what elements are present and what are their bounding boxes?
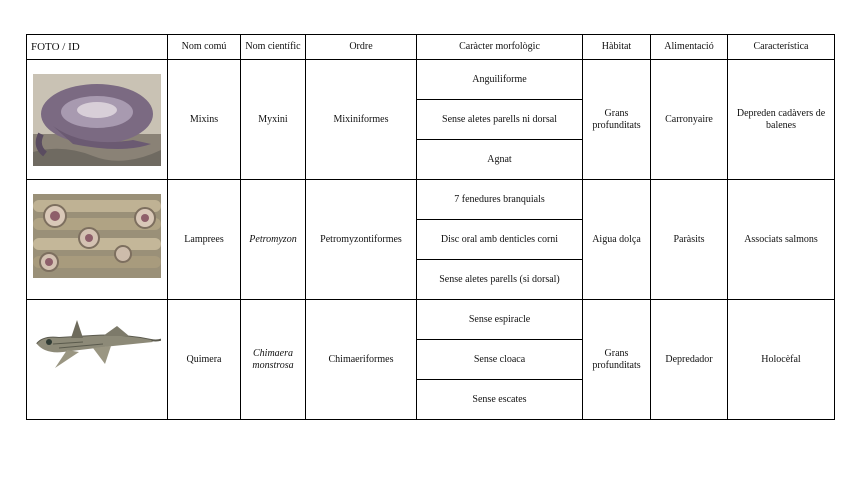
habitat-cell: Grans profunditats	[583, 60, 651, 180]
feature-cell: Depreden cadàvers de balenes	[728, 60, 835, 180]
order-cell: Chimaeriformes	[306, 300, 417, 420]
habitat-cell: Aigua dolça	[583, 180, 651, 300]
photo-cell	[27, 300, 168, 420]
trait-cell: Sense escates	[417, 380, 583, 420]
scientific-name-cell: Chimaera monstrosa	[241, 300, 306, 420]
diet-cell: Carronyaire	[651, 60, 728, 180]
feature-cell: Associats salmons	[728, 180, 835, 300]
scientific-name-cell: Petromyzon	[241, 180, 306, 300]
header-feature: Característica	[728, 35, 835, 60]
trait-cell: Sense cloaca	[417, 340, 583, 380]
trait-cell: Agnat	[417, 140, 583, 180]
table-row	[27, 180, 835, 220]
hagfish-photo	[33, 74, 161, 166]
header-morphology: Caràcter morfològic	[417, 35, 583, 60]
order-cell: Mixiniformes	[306, 60, 417, 180]
trait-cell: Sense aletes parells ni dorsal	[417, 100, 583, 140]
photo-cell	[27, 60, 168, 180]
table-row	[27, 60, 835, 100]
trait-cell: Disc oral amb denticles corni	[417, 220, 583, 260]
lamprey-photo	[33, 194, 161, 286]
fish-classification-table	[26, 34, 835, 420]
trait-cell: Sense aletes parells (si dorsal)	[417, 260, 583, 300]
table-row	[27, 300, 835, 340]
feature-cell: Holocèfal	[728, 300, 835, 420]
header-diet: Alimentació	[651, 35, 728, 60]
chimaera-photo	[33, 314, 161, 406]
order-cell: Petromyzontiformes	[306, 180, 417, 300]
photo-cell	[27, 180, 168, 300]
trait-cell: Sense espiracle	[417, 300, 583, 340]
header-order: Ordre	[306, 35, 417, 60]
common-name-cell: Mixins	[168, 60, 241, 180]
common-name-cell: Quimera	[168, 300, 241, 420]
header-photo-id: FOTO / ID	[27, 35, 168, 60]
header-habitat: Hàbitat	[583, 35, 651, 60]
scientific-name-cell: Myxini	[241, 60, 306, 180]
habitat-cell: Grans profunditats	[583, 300, 651, 420]
trait-cell: Anguiliforme	[417, 60, 583, 100]
diet-cell: Depredador	[651, 300, 728, 420]
header-scientific-name: Nom científic	[241, 35, 306, 60]
header-common-name: Nom comú	[168, 35, 241, 60]
trait-cell: 7 fenedures branquials	[417, 180, 583, 220]
common-name-cell: Lamprees	[168, 180, 241, 300]
header-row	[27, 35, 835, 60]
diet-cell: Paràsits	[651, 180, 728, 300]
